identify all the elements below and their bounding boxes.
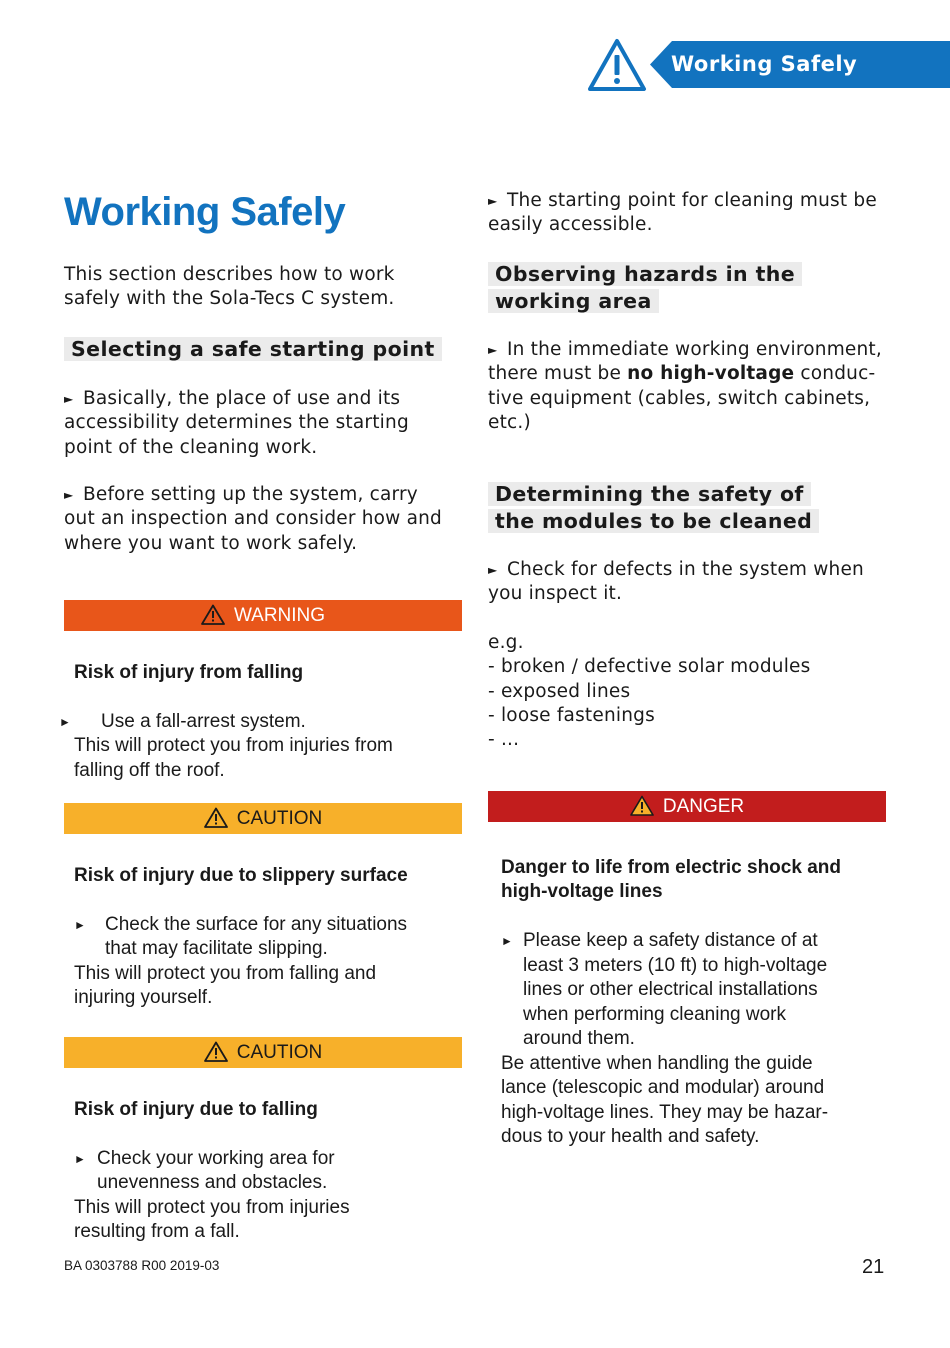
warning-step: ► Use a fall-arrest system. <box>74 710 393 735</box>
warning-triangle-icon <box>204 1041 228 1062</box>
warning-banner: WARNING <box>64 600 462 631</box>
bullet-check-defects: ► Check for defects in the system when you inspect it. <box>488 559 864 605</box>
bullet-high-voltage: ► In the immediate working environment, there must be no high-voltage conduc- tive equipment (cables, switch cabinets, etc.) <box>488 339 882 433</box>
caution-banner-falling: CAUTION <box>64 1037 462 1068</box>
caution-falling-step: ► Check your working area for unevenness and obstacles. <box>74 1147 335 1193</box>
section-heading-starting-point: Selecting a safe starting point <box>64 336 442 363</box>
document-code: BA 0303788 R00 2019-03 <box>64 1258 220 1273</box>
danger-result: Be attentive when handling the guide lance (telescopic and modular) around high-voltage lines. They may be hazar- dous to your health and safety. <box>501 1052 829 1147</box>
triangle-right-icon: ► <box>488 563 498 577</box>
bullet-starting-point-accessible: ► The starting point for cleaning must be easily accessible. <box>488 190 877 236</box>
bullet-place-of-use: ► Basically, the place of use and its accessibility determines the starting point of the cleaning work. <box>64 388 409 458</box>
warning-triangle-icon <box>586 37 648 93</box>
chapter-tab-label: Working Safely <box>671 52 858 76</box>
warning-triangle-icon <box>201 604 225 625</box>
danger-banner: DANGER <box>488 791 886 822</box>
caution-falling-result: This will protect you from injuries resulting from a fall. <box>74 1196 350 1242</box>
warning-heading: Risk of injury from falling <box>74 661 304 683</box>
caution-slippery-step: ► Check the surface for any situations that may facilitate slipping. <box>74 913 408 959</box>
triangle-right-icon: ► <box>74 917 86 932</box>
triangle-right-icon: ► <box>501 934 513 948</box>
page-title: Working Safely <box>64 190 346 234</box>
page-number: 21 <box>862 1256 885 1278</box>
warning-result: This will protect you from injuries from falling off the roof. <box>74 735 393 781</box>
triangle-right-icon: ► <box>64 392 74 406</box>
caution-slippery-content <box>74 839 408 1011</box>
triangle-right-icon: ► <box>488 194 498 208</box>
bullet-setup-inspection: ► Before setting up the system, carry out an inspection and consider how and where you want to work safely. <box>64 484 442 554</box>
caution-falling-heading: Risk of injury due to falling <box>74 1098 318 1120</box>
danger-content <box>501 831 841 1150</box>
section-heading-hazards: Observing hazards in the working area <box>488 261 888 315</box>
triangle-right-icon: ► <box>64 488 74 502</box>
danger-step: ► Please keep a safety distance of at least 3 meters (10 ft) to high-voltage lines or other electrical installations when performing cleaning work around them. <box>501 930 828 1049</box>
triangle-right-icon: ► <box>74 1151 86 1166</box>
caution-banner-slippery: CAUTION <box>64 803 462 834</box>
intro-text: This section describes how to work safely with the Sola-Tecs C system. <box>64 264 395 310</box>
warning-triangle-icon <box>630 795 654 816</box>
triangle-right-icon: ► <box>488 343 498 357</box>
caution-falling-content <box>74 1073 350 1245</box>
caution-slippery-result: This will protect you from falling and injuring yourself. <box>74 962 377 1008</box>
caution-slippery-heading: Risk of injury due to slippery surface <box>74 864 408 886</box>
warning-triangle-icon <box>204 807 228 828</box>
warning-content <box>59 636 393 783</box>
section-heading-module-safety: Determining the safety of the modules to be cleaned <box>488 481 848 535</box>
defect-examples-list: e.g. - broken / defective solar modules - exposed lines - loose fastenings - ... <box>488 632 811 751</box>
danger-heading: Danger to life from electric shock and high-voltage lines <box>501 856 841 902</box>
triangle-right-icon: ► <box>59 714 71 729</box>
